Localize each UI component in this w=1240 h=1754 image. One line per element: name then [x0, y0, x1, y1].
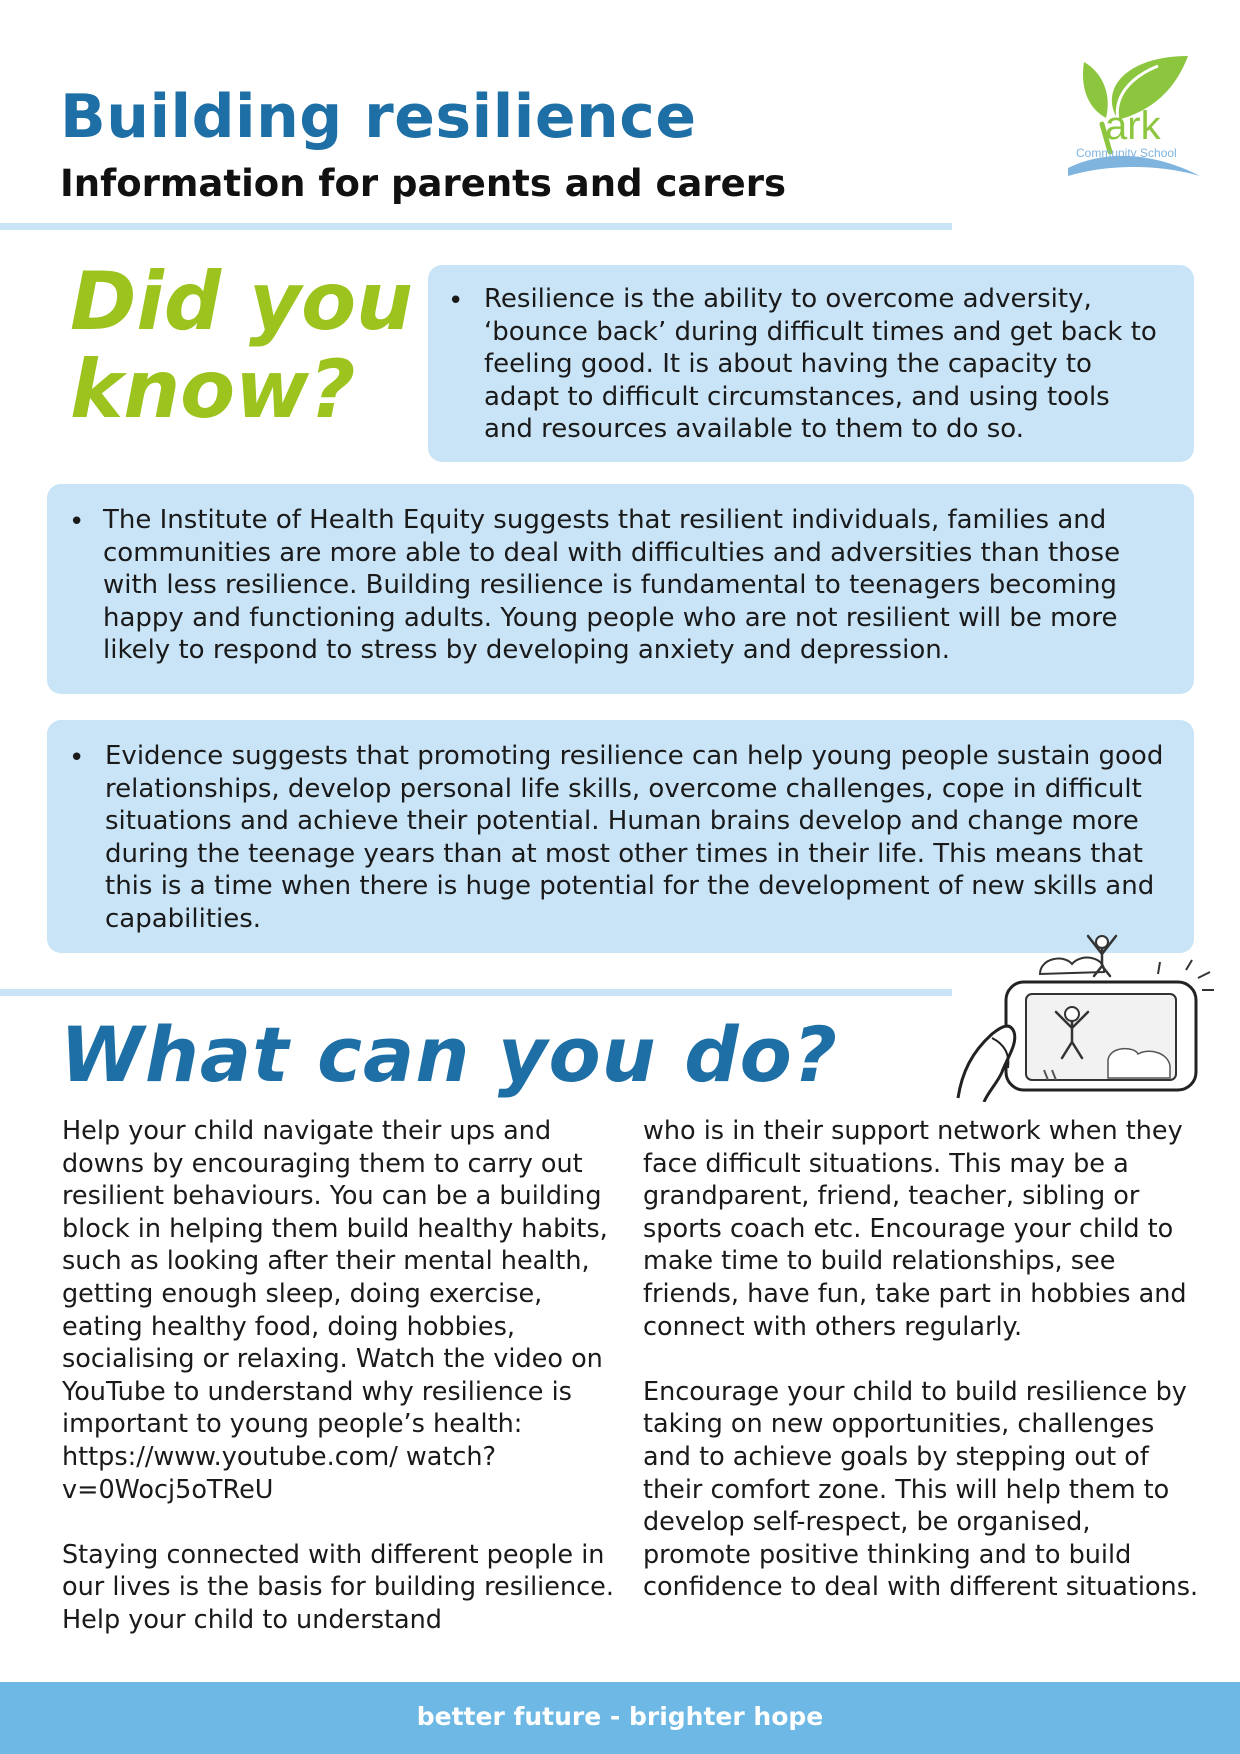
bullet-icon: •: [69, 743, 85, 773]
footer-tagline: better future - brighter hope: [416, 1702, 824, 1731]
did-you-know-line1: Did you: [70, 255, 414, 348]
text-column-right: [643, 1115, 1203, 1604]
fact-text: The Institute of Health Equity suggests that resilient individuals, families and communities are more able to deal with difficulties and adversities than those with less resilience. Building resilience is fundamental to teenagers becoming happy and functioning adults. Young people who are not resilient will be more likely to respond to stress by developing anxiety and depression.: [103, 505, 1121, 666]
paragraph-new-opportunities: Encourage your child to build resilience by taking on new opportunities, challenges and to achieve goals by stepping out of their comfort zone. This will help them to develop self-respect, be organised, promote positive thinking and to build confidence to deal with different situations.: [643, 1376, 1199, 1603]
what-can-you-do-heading: What can you do?: [60, 1010, 838, 1099]
header-divider: [0, 223, 952, 230]
bullet-icon: •: [69, 507, 85, 537]
did-you-know-heading: [70, 255, 414, 436]
page-subtitle: Information for parents and carers: [60, 162, 786, 205]
fact-text: Evidence suggests that promoting resilience can help young people sustain good relationships, develop personal life skills, overcome challenges, cope in difficult situations and achieve their potential. Human brains develop and change more during the teenage years than at most other times in their life. This means that this is a time when there is huge potential for the development of new skills and capabilities.: [105, 741, 1164, 934]
phone-photo-illustration: [948, 922, 1218, 1102]
fact-box-evidence: [47, 720, 1194, 953]
logo-subtext: Community School: [1076, 146, 1177, 160]
text-column-left: [62, 1115, 622, 1637]
school-logo: [1058, 48, 1206, 184]
fact-box-institute-health-equity: [47, 484, 1194, 694]
page-title: Building resilience: [60, 82, 697, 152]
footer-bar: [0, 1682, 1240, 1754]
section-divider: [0, 989, 952, 996]
logo-wordmark: ark: [1105, 104, 1161, 148]
did-you-know-line2: know?: [70, 343, 356, 436]
fact-text: Resilience is the ability to overcome adversity, ‘bounce back’ during difficult times and get back to feeling good. It is about having the capacity to adapt to difficult circumstances, and using tools and resources available to them to do so.: [484, 284, 1157, 445]
paragraph-staying-connected: Staying connected with different people in our lives is the basis for building resilience. Help your child to understand: [62, 1539, 614, 1635]
paragraph-support-network: who is in their support network when they face difficult situations. This may be a grandparent, friend, teacher, sibling or sports coach etc. Encourage your child to make time to build relationships, see friends, have fun, take part in hobbies and connect with others regularly.: [643, 1116, 1187, 1342]
phone-camera-icon: [948, 922, 1218, 1102]
paragraph-healthy-habits: Help your child navigate their ups and downs by encouraging them to carry out resilient behaviours. You can be a building block in helping them build healthy habits, such as looking after their mental health, getting enough sleep, doing exercise, eating healthy food, doing hobbies, socialising or relaxing. Watch the video on YouTube to understand why resilience is important to young people’s health: https://www.youtube.com/ watch?v=0Wocj5oTReU: [62, 1116, 608, 1505]
bullet-icon: •: [448, 286, 464, 316]
fact-box-resilience-definition: [428, 265, 1194, 462]
